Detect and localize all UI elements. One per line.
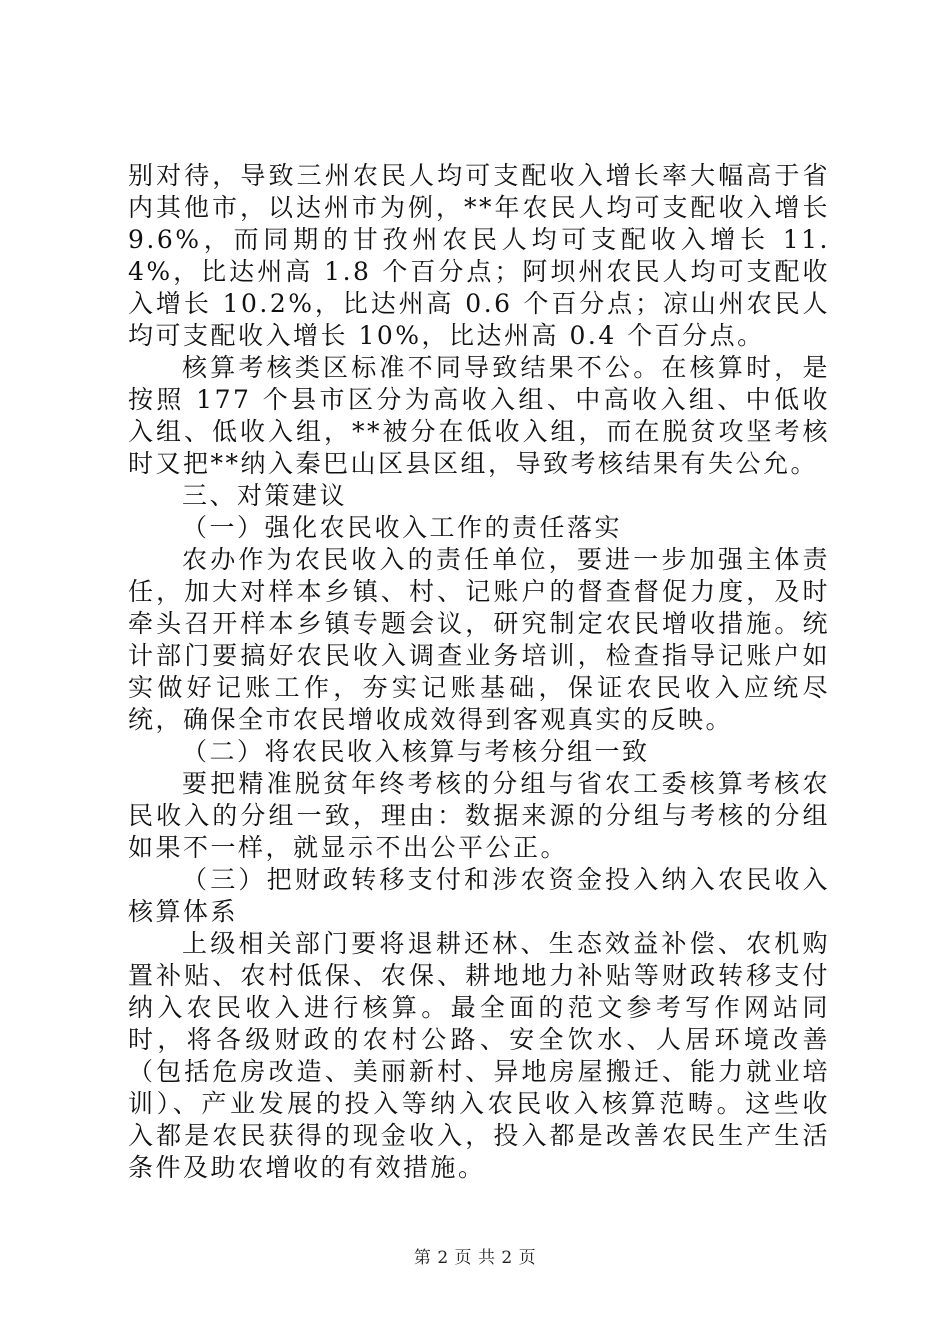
page-number-footer: 第 2 页 共 2 页 — [413, 1248, 537, 1268]
paragraph-grouping-standard: 核算考核类区标准不同导致结果不公。在核算时，是按照 177 个县市区分为高收入组、中高收入组、中低收入组、低收入组，**被分在低收入组，而在脱贫攻坚考核时又把**纳入秦巴山区县区组，导致考核结果有失公允。 — [128, 353, 830, 478]
paragraph-continuation: 别对待，导致三州农民人均可支配收入增长率大幅高于省内其他市，以达州市为例，**年农民人均可支配收入增长 9.6%，而同期的甘孜州农民人均可支配收入增长 11.4%，比达州高 1.8 个百分点；阿坝州农民人均可支配收入增长 10.2%，比达州高 0.6 个百分点；凉山州农民人均可支配收入增长 10%，比达州高 0.4 个百分点。 — [128, 161, 830, 350]
document-body — [128, 160, 830, 1184]
paragraph-fiscal-transfer: 上级相关部门要将退耕还林、生态效益补偿、农机购置补贴、农村低保、农保、耕地地力补贴等财政转移支付纳入农民收入进行核算。最全面的范文参考写作网站同时，将各级财政的农村公路、安全饮水、人居环境改善（包括危房改造、美丽新村、异地房屋搬迁、能力就业培训）、产业发展的投入等纳入农民收入核算范畴。这些收入都是农民获得的现金收入，投入都是改善农民生产生活条件及助农增收的有效措施。 — [128, 929, 830, 1182]
paragraph-grouping-consistency: 要把精准脱贫年终考核的分组与省农工委核算考核农民收入的分组一致，理由：数据来源的分组与考核的分组如果不一样，就显示不出公平公正。 — [128, 769, 830, 862]
section-heading-countermeasures: 三、对策建议 — [182, 481, 348, 510]
paragraph-responsibility: 农办作为农民收入的责任单位，要进一步加强主体责任，加大对样本乡镇、村、记账户的督查督促力度，及时牵头召开样本乡镇专题会议，研究制定农民增收措施。统计部门要搞好农民收入调查业务培训，检查指导记账户如实做好记账工作，夯实记账基础，保证农民收入应统尽统，确保全市农民增收成效得到客观真实的反映。 — [128, 545, 830, 734]
subheading-1: （一）强化农民收入工作的责任落实 — [182, 513, 623, 542]
subheading-3: （三）把财政转移支付和涉农资金投入纳入农民收入核算体系 — [128, 865, 830, 926]
subheading-2: （二）将农民收入核算与考核分组一致 — [182, 737, 650, 766]
